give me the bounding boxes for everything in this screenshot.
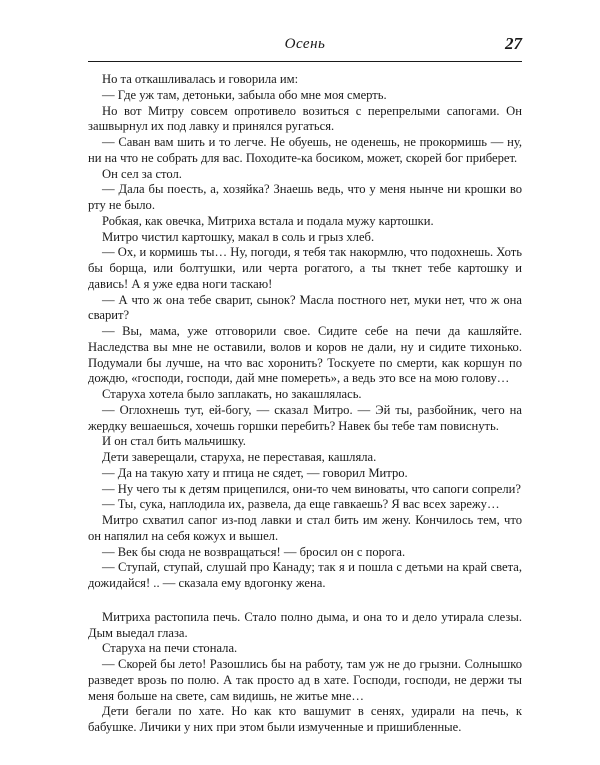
paragraph: И он стал бить мальчишку. xyxy=(102,434,246,449)
running-title: Осень xyxy=(284,36,326,52)
paragraph: Старуха хотела было заплакать, но закашлялась. xyxy=(102,387,362,401)
paragraph: — Ты, сука, наплодила их, развела, да еще гавкаешь? Я вас всех зарежу… xyxy=(102,497,500,512)
page-header xyxy=(88,34,522,62)
paragraph: — Ну чего ты к детям прицепился, они-то чем виноваты, что сапоги сопрели? xyxy=(102,481,521,496)
header-rule xyxy=(88,61,522,62)
paragraph: Старуха на печи стонала. xyxy=(102,641,238,656)
paragraph: Дети заверещали, старуха, не переставая, кашляла. xyxy=(102,450,377,464)
paragraph-section-start: Митриха растопила печь. Стало полно дыма, и она то и дело утирала слезы. Дым выедал глаза. xyxy=(88,609,522,640)
paragraph: Митро схватил сапог из-под лавки и стал бить им жену. Кончилось тем, что он напялил на себя кожух и вышел. xyxy=(88,513,522,543)
paragraph: — Век бы сюда не возвращаться! — бросил он с порога. xyxy=(102,544,406,559)
paragraph: Но та откашливалась и говорила им: xyxy=(102,72,299,86)
paragraph: — Оглохнешь тут, ей-богу, — сказал Митро. — Эй ты, разбойник, чего на жердку вешаешься, хочешь горшки перебить? Навек бы тебе там повиснуть. xyxy=(88,402,522,433)
page-number: 27 xyxy=(505,34,522,53)
paragraph: — Ступай, ступай, слушай про Канаду; так я и пошла с детьми на край света, дожидайся! .. — сказала ему вдогонку жена. xyxy=(88,560,522,590)
paragraph: — Саван вам шить и то легче. Не обуешь, не оденешь, не прокормишь — ну, ни на что не собрать для вас. Походите-ка босиком, может, скорей бог приберет. xyxy=(88,135,522,165)
paragraph: Дети бегали по хате. Но как кто вашумит в сенях, удирали на печь, к бабушке. Личики у них при этом были измученные и пришибленные. xyxy=(88,704,522,734)
body-text xyxy=(88,72,522,736)
paragraph: — Где уж там, детоньки, забыла обо мне моя смерть. xyxy=(102,87,387,102)
paragraph: Митро чистил картошку, макал в соль и грыз хлеб. xyxy=(102,229,375,244)
paragraph: — Да на такую хату и птица не сядет, — говорил Митро. xyxy=(102,465,408,480)
paragraph: Он сел за стол. xyxy=(102,166,182,181)
paragraph: — А что ж она тебе сварит, сынок? Масла постного нет, муки нет, что ж она сварит? xyxy=(88,292,522,323)
paragraph: — Скорей бы лето! Разошлись бы на работу, там уж не до грызни. Солнышко разведет врозь по полю. А так просто ад в хате. Господи, господи, не держи ты меня больше на свете, сам видишь, не житье мне… xyxy=(88,657,522,703)
paragraph: Но вот Митру совсем опротивело возиться с перепрелыми сапогами. Он зашвырнул их под лавку и принялся ругаться. xyxy=(88,103,522,134)
paragraph: — Ох, и кормишь ты… Ну, погоди, я тебя так накормлю, что подохнешь. Хоть бы борща, или болтушки, или черта рогатого, а ты ткнет тебе картошку и давись! А я уже едва ноги таскаю! xyxy=(88,245,522,291)
paragraph: — Дала бы поесть, а, хозяйка? Знаешь ведь, что у меня нынче ни крошки во рту не было. xyxy=(88,182,522,212)
paragraph: Робкая, как овечка, Митриха встала и подала мужу картошки. xyxy=(102,213,434,228)
paragraph: — Вы, мама, уже отговорили свое. Сидите себе на печи да кашляйте. Наследства вы мне не оставили, волов и коров не дали, ну и сидите тихонько. Подумали бы лучше, на что вас хоронить? Тоскуете по смерти, как коршун по дождю, «господи, господи, дай мне помереть», а ведь это все на мою голову… xyxy=(88,324,522,386)
